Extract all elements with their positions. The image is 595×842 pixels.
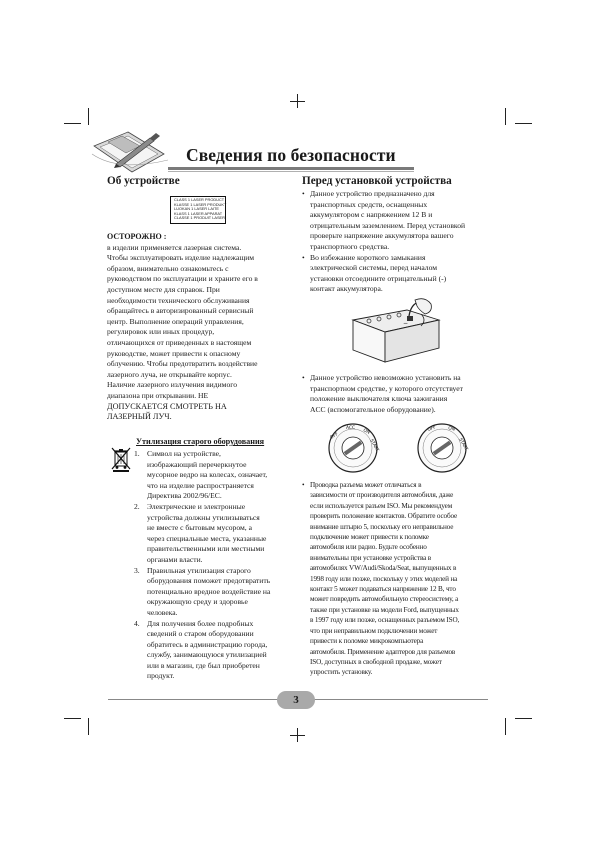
caution-line: доступном месте для справок. При <box>107 284 220 294</box>
caution-line: обращайтесь в авторизированный сервисный <box>107 306 254 316</box>
iso-connector-note <box>302 480 502 678</box>
disposal-list <box>134 449 304 682</box>
crop-mark <box>64 123 81 124</box>
laser-label-line: CLASSE 1 PRODUIT LASER <box>174 215 225 221</box>
crop-mark <box>290 735 305 736</box>
list-item: • Проводка разъема может отличаться в зависимости от производителя автомобиля, даже если используется разъем ISO. Мы рекомендуем проверить положение контактов. Обратите особое внимание штырю 5, поскольку его неправильное подключение может привести к поломке автомобиля или радио. Будьте особенно внимательны при установке устройства в автомобилях VW/Audi/Skoda/Seat, выпущенных в 1998 году или позже, поскольку у этих моделей на контакт 5 может подаваться напряжение 12 В, что может повредить автомобильную стереосистему, а также при установке на модели Ford, выпущенных в 1997 году или позже, оснащенных разъемом ISO, что при неправильном подключении может привести к поломке микрокомпьютера автомобиля. Применение адаптеров для разъемов ISO, доступных в свободной продаже, может упростить установку. <box>302 480 502 678</box>
install-heading: Перед установкой устройства <box>302 175 452 187</box>
crossed-bin-icon <box>110 446 132 472</box>
svg-text:START: START <box>368 438 380 453</box>
svg-text:ON: ON <box>447 426 456 433</box>
caution-block <box>107 232 297 423</box>
laser-class-label <box>170 196 226 224</box>
list-item: 4. Для получения более подробных сведений о старом оборудовании обратитесь в администрацию города, службу, занимающуюся утилизацией или в магазин, где был приобретен продукт. <box>134 618 268 681</box>
caution-title: ОСТОРОЖНО : <box>107 232 167 241</box>
caution-line: лазерного луча, не открывайте корпус. <box>107 369 232 379</box>
crop-mark <box>505 108 506 125</box>
crop-mark <box>515 123 532 124</box>
title-underline-thin <box>168 171 414 172</box>
svg-text:ACC: ACC <box>346 426 356 431</box>
svg-text:START: START <box>457 437 469 452</box>
caution-line: облучению. Чтобы предотвратить воздействие <box>107 359 258 369</box>
svg-text:ON: ON <box>362 428 371 436</box>
caution-line: центр. Выполнение операций управления, <box>107 316 244 326</box>
caution-line: диапазона при открывании. НЕ <box>107 390 209 400</box>
caution-line: Чтобы эксплуатировать изделие надлежащим <box>107 253 255 263</box>
caution-line: необходимости технического обслуживания <box>107 295 250 305</box>
caution-line: образом, внимательно ознакомьтесь с <box>107 263 229 273</box>
caution-line: руководством по эксплуатации и храните его в <box>107 274 258 284</box>
caution-line: Наличие лазерного излучения видимого <box>107 380 237 390</box>
page-number: 3 <box>293 694 299 706</box>
install-bullets-acc <box>302 373 497 415</box>
list-item: 2. Электрические и электронные устройства должны утилизываться не вместе с бытовым мусором, а через специальные места, указанные правительственными или местными органами власти. <box>134 501 267 564</box>
caution-line: руководстве, может привести к опасному <box>107 348 241 358</box>
title-underline <box>168 167 414 170</box>
about-heading: Об устройстве <box>107 175 180 187</box>
laser-label-line: CLASS 1 LASER PRODUCT <box>174 197 225 202</box>
laser-label-line: KLASS 1 LASER APPARAT <box>174 210 223 216</box>
crop-mark <box>88 718 89 735</box>
crop-mark <box>64 718 81 719</box>
list-item: 1. Символ на устройстве, изображающий перечеркнутое мусорное ведро на колесах, означает, что на изделие распространяется Директива 2002/96/EC. <box>134 449 268 501</box>
list-item: • Данное устройство предназначено для транспортных средств, оснащенных аккумулятором с напряжением 12 В и отрицательным заземлением. Перед установкой проверьте напряжение аккумулятора вашего транспортного средства. <box>302 189 497 253</box>
caution-line: регулировок или иных процедур, <box>107 327 215 337</box>
crop-mark <box>515 718 532 719</box>
list-item: 3. Правильная утилизация старого оборудования поможет предотвратить потенциально вредное воздействие на окружающую среду и здоровье человека. <box>134 565 271 617</box>
caution-line: ЛАЗЕРНЫЙ ЛУЧ. <box>107 412 172 422</box>
ignition-switch-with-acc-icon <box>321 420 385 474</box>
laser-label-line: KLASSE 1 LASER PRODUKT <box>174 201 227 207</box>
disposal-heading: Утилизация старого оборудования <box>136 437 265 446</box>
ignition-switch-without-acc-icon <box>410 420 474 474</box>
crop-mark <box>505 718 506 735</box>
caution-line: ДОПУСКАЕТСЯ СМОТРЕТЬ НА <box>107 401 227 411</box>
list-item: • Во избежание короткого замыкания электрической системы, перед началом установки отсоедините отрицательный (-) контакт аккумулятора. <box>302 253 497 295</box>
svg-text:OFF: OFF <box>329 432 340 441</box>
laser-label-line: LUOKAN 1 LASER LAITE <box>174 206 219 212</box>
battery-illustration-icon <box>345 298 445 366</box>
caution-line: отличающихся от приведенных в настоящем <box>107 337 252 347</box>
svg-text:−: − <box>403 320 409 327</box>
crop-mark <box>290 101 305 102</box>
crop-mark <box>88 108 89 125</box>
install-bullets-top <box>302 189 497 295</box>
svg-text:OFF: OFF <box>426 425 437 433</box>
list-item: • Данное устройство невозможно установить на транспортном средстве, у которого отсутствует положение выключателя ключа зажигания ACC (вспомогательное оборудование). <box>302 373 497 415</box>
caution-line: в изделии применяется лазерная система. <box>107 242 242 252</box>
page-title: Сведения по безопасности <box>186 145 396 165</box>
